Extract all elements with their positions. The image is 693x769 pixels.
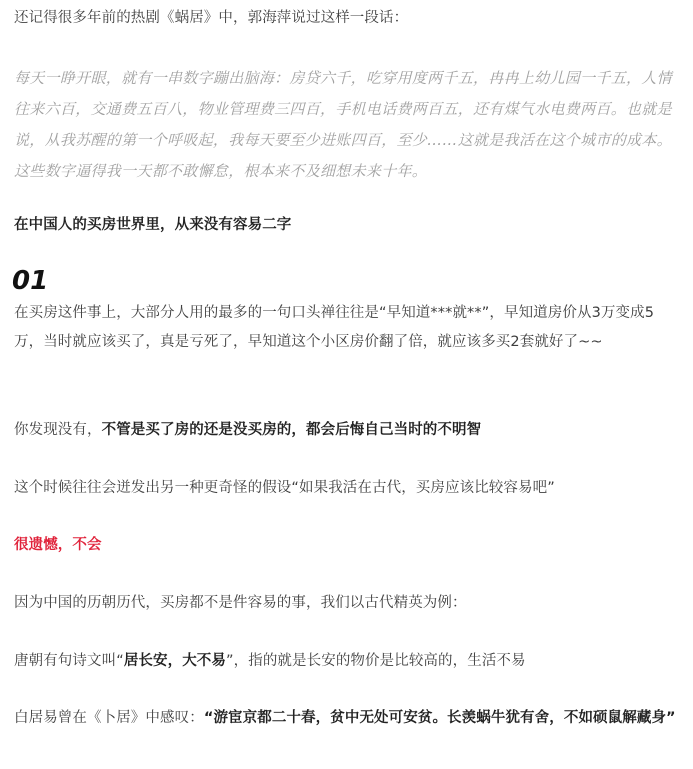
paragraph-bai-juyi: [14, 704, 678, 733]
section-heading: 在中国人的买房世界里，从来没有容易二字: [14, 217, 292, 233]
bai-juyi-bold: “游宦京都二十春，贫中无处可安贫。长羡蜗牛犹有舍，不如硕鼠解藏身”: [203, 710, 676, 726]
tang-poem-after: ”，指的就是长安的物价是比较高的，生活不易: [226, 653, 526, 669]
section-number: 01: [12, 266, 49, 296]
bai-juyi-before: 白居易曾在《卜居》中感叹：: [14, 710, 204, 726]
paragraph-regret: 在买房这件事上，大部分人用的最多的一句口头禅往往是“早知道***就**”，早知道房价从3万变成5万，当时就应该买了，真是亏死了，早知道这个小区房价翻了倍，就应该多买2套就好了~~: [14, 305, 655, 350]
paragraph-answer: 很遗憾，不会: [14, 537, 102, 553]
paragraph-discovery: [14, 416, 678, 445]
tang-poem-bold: 居长安，大不易: [123, 653, 227, 669]
tang-poem-before: 唐朝有句诗文叫“: [14, 653, 124, 669]
paragraph-discovery-bold: 不管是买了房的还是没买房的，都会后悔自己当时的不明智: [101, 422, 482, 438]
intro-paragraph: 还记得很多年前的热剧《蜗居》中，郭海萍说过这样一段话：: [14, 10, 409, 26]
paragraph-history: 因为中国的历朝历代，买房都不是件容易的事，我们以古代精英为例：: [14, 595, 467, 611]
paragraph-hypothesis: 这个时候往往会迸发出另一种更奇怪的假设“如果我活在古代，买房应该比较容易吧”: [14, 480, 555, 496]
paragraph-discovery-text: 你发现没有，: [14, 422, 102, 438]
paragraph-tang-poem: [14, 647, 678, 676]
quote-paragraph: 每天一睁开眼，就有一串数字蹦出脑海：房贷六千，吃穿用度两千五，冉冉上幼儿园一千五，人情往来六百，交通费五百八，物业管理费三四百，手机电话费两百五，还有煤气水电费两百。也就是说，从我苏醒的第一个呼吸起，我每天要至少进账四百，至少……这就是我活在这个城市的成本。这些数字逼得我一天都不敢懈怠，根本来不及细想未来十年。: [14, 69, 672, 180]
